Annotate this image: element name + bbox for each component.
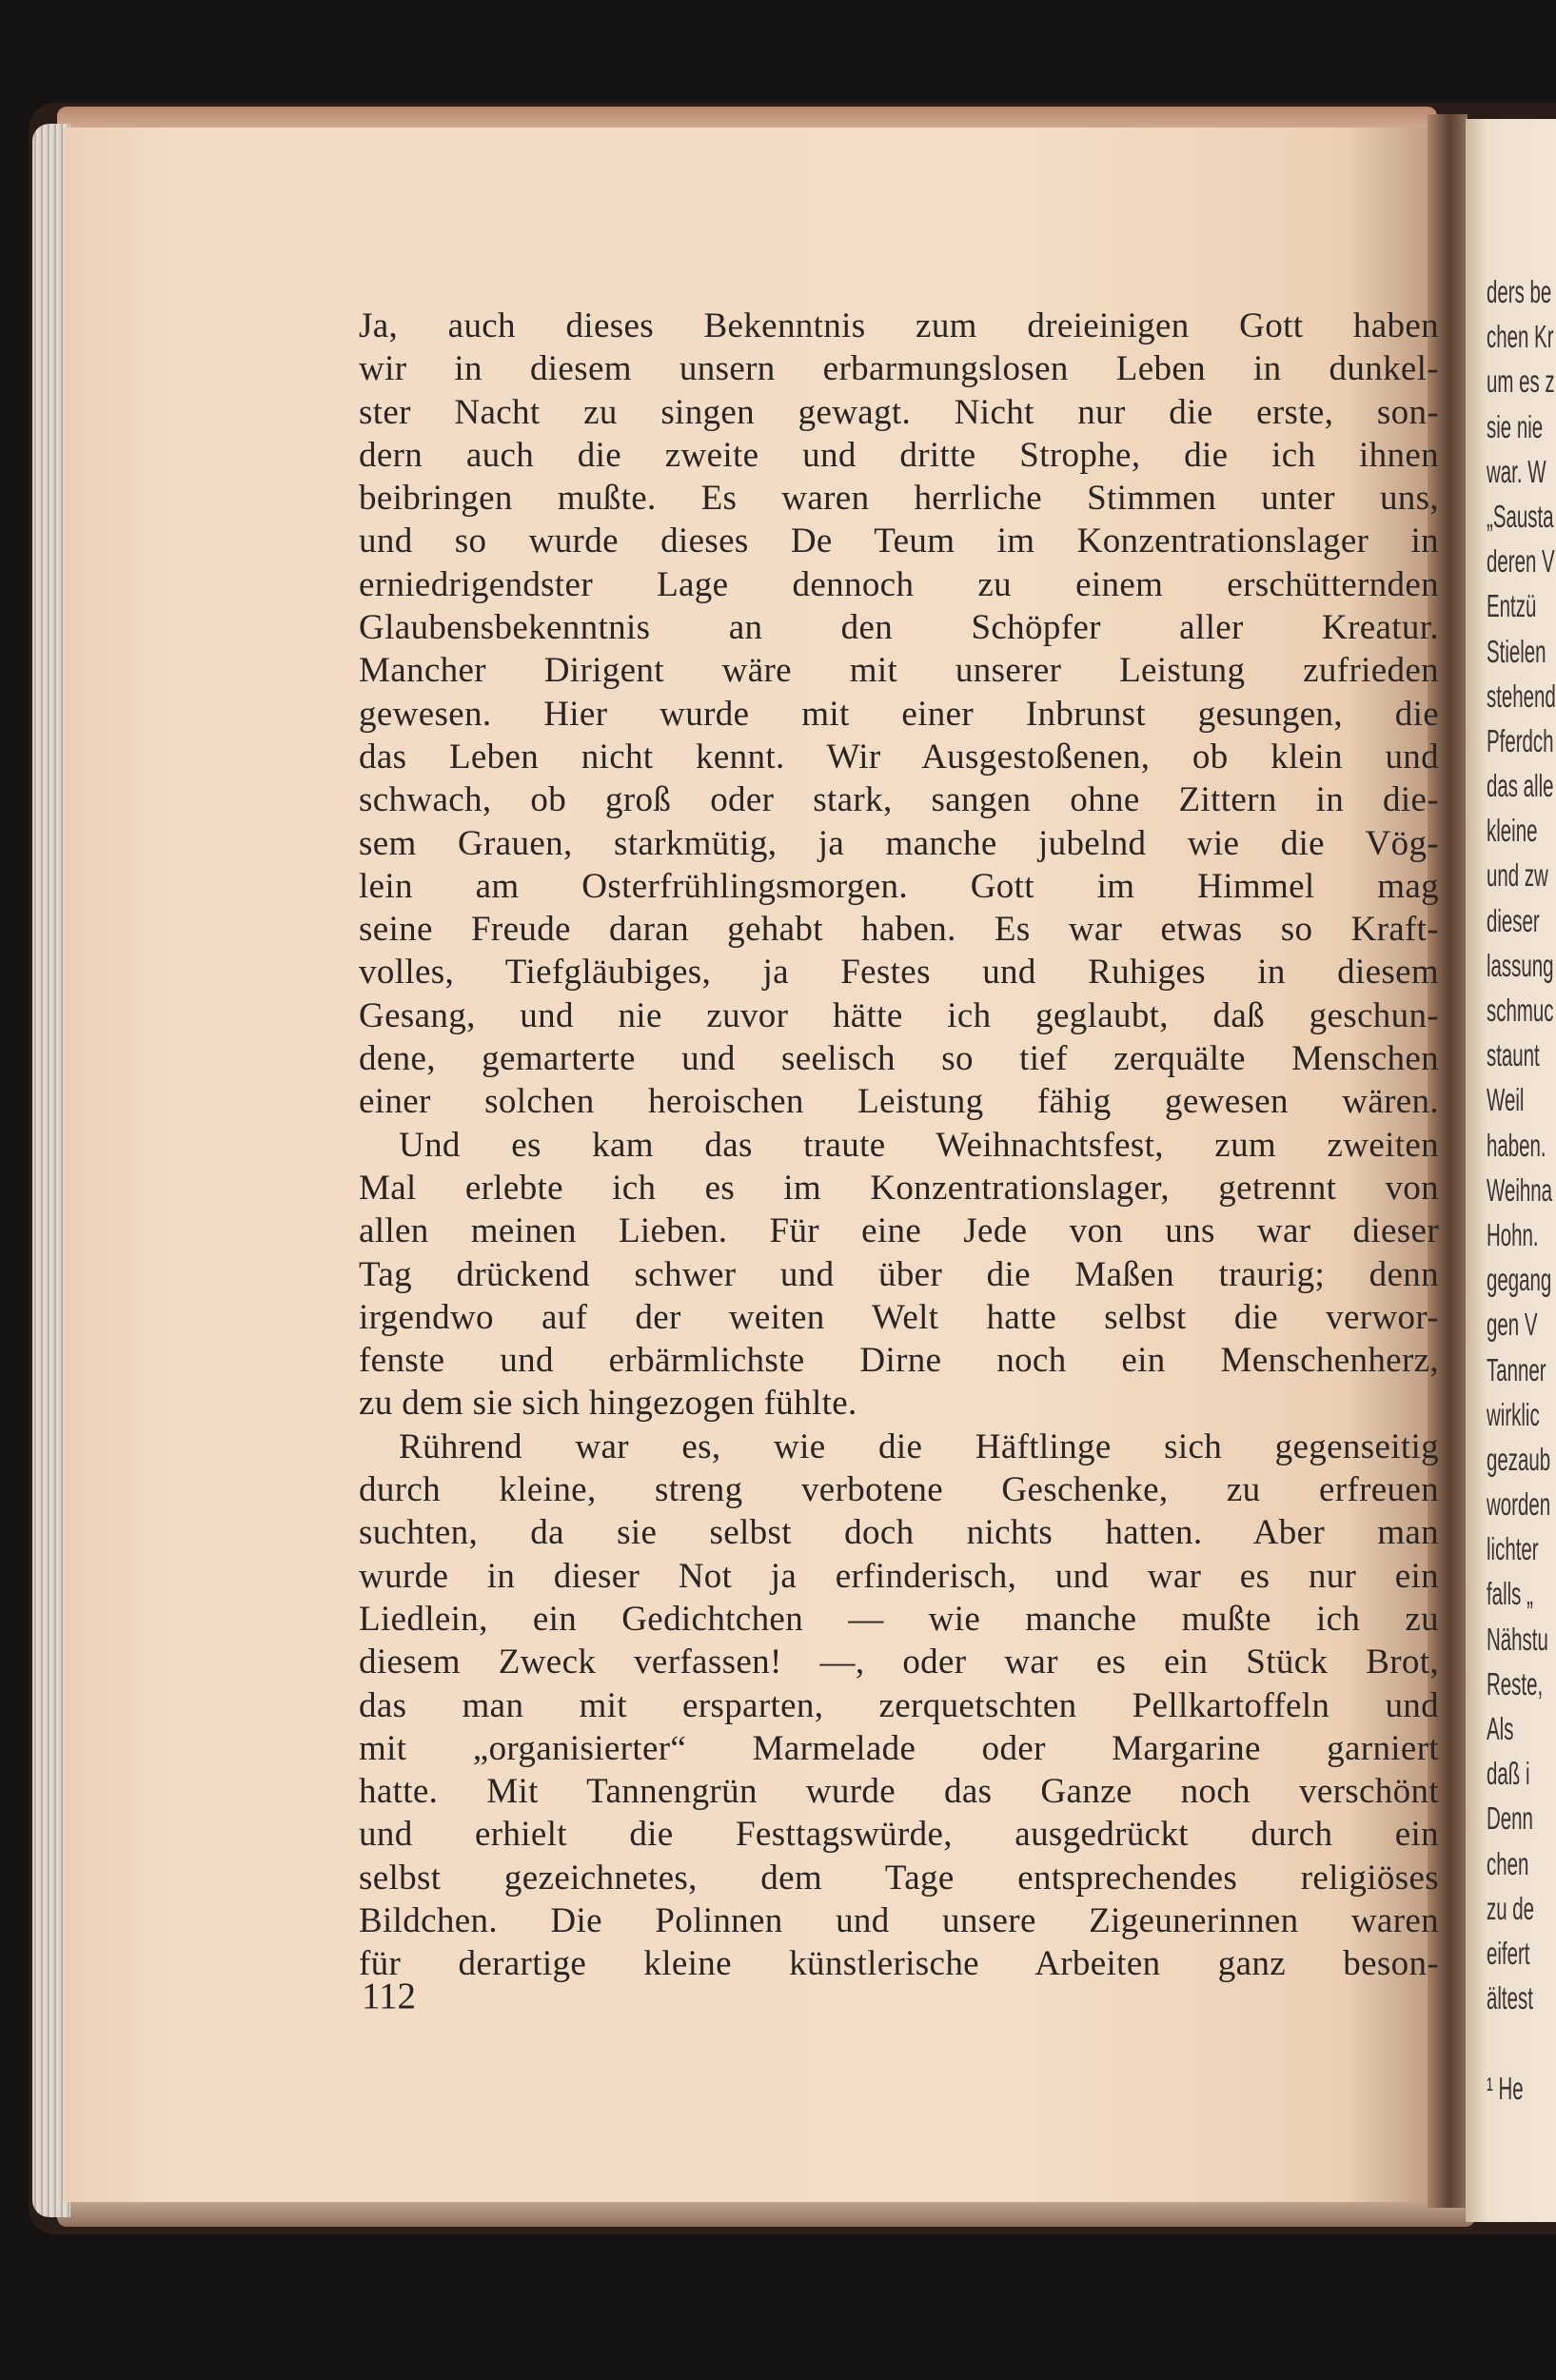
right-page-fragment: gen V — [1487, 1307, 1538, 1343]
text-line: Mancher Dirigent wäre mit unserer Leistung zufrieden — [359, 651, 1439, 691]
text-line: selbst gezeichnetes, dem Tage entsprechendes religiöses — [359, 1858, 1439, 1898]
text-line: volles, Tiefgläubiges, ja Festes und Ruhiges in diesem — [359, 953, 1439, 993]
right-page-fragment: kleine — [1487, 813, 1538, 849]
right-page-fragment: und zw — [1487, 857, 1548, 894]
text-line: durch kleine, streng verbotene Geschenke, zu erfreuen — [359, 1470, 1439, 1510]
text-line: ster Nacht zu singen gewagt. Nicht nur die erste, son- — [359, 392, 1439, 432]
right-page-fragment: ¹ He — [1487, 2070, 1524, 2106]
text-line: irgendwo auf der weiten Welt hatte selbst die verwor- — [359, 1297, 1439, 1337]
text-line: Gesang, und nie zuvor hätte ich geglaubt, daß geschun- — [359, 995, 1439, 1035]
right-page-fragment: gezaub — [1487, 1441, 1551, 1477]
text-line: einer solchen heroischen Leistung fähig gewesen wären. — [359, 1082, 1439, 1122]
text-line: zu dem sie sich hingezogen fühlte. — [359, 1384, 857, 1424]
text-line: allen meinen Lieben. Für eine Jede von uns war dieser — [359, 1211, 1439, 1251]
right-page-fragment: Denn — [1487, 1800, 1533, 1837]
right-page-fragment: deren V — [1487, 543, 1555, 580]
text-line: beibringen mußte. Es waren herrliche Stimmen unter uns, — [359, 479, 1439, 519]
right-page-fragment: Weil — [1487, 1082, 1525, 1118]
right-page-fragment: wirklic — [1487, 1396, 1540, 1432]
right-page-fragment: um es z — [1487, 364, 1555, 400]
text-line: und erhielt die Festtagswürde, ausgedrückt durch ein — [359, 1815, 1439, 1855]
right-page-fragment: lichter — [1487, 1531, 1539, 1567]
text-line: das Leben nicht kennt. Wir Ausgestoßenen, ob klein und — [359, 737, 1439, 777]
text-line: für derartige kleine künstlerische Arbeiten ganz beson- — [359, 1944, 1439, 1984]
right-page-fragment: staunt — [1487, 1037, 1540, 1073]
right-page-text-fragments — [1487, 269, 1556, 2111]
text-line: Liedlein, ein Gedichtchen — wie manche mußte ich zu — [359, 1599, 1439, 1639]
text-line: Und es kam das traute Weihnachtsfest, zum zweiten — [399, 1125, 1439, 1165]
text-line: Bildchen. Die Polinnen und unsere Zigeunerinnen waren — [359, 1900, 1439, 1940]
text-line: dene, gemarterte und seelisch so tief zerquälte Menschen — [359, 1039, 1439, 1079]
right-page-fragment: chen — [1487, 1845, 1529, 1881]
right-page-fragment: Nähstu — [1487, 1621, 1548, 1657]
right-page-fragment: Tanner — [1487, 1351, 1546, 1387]
right-page-fragment: gegang — [1487, 1262, 1552, 1298]
left-page-body-text — [359, 305, 1439, 1986]
right-page-fragment: Reste, — [1487, 1665, 1544, 1701]
text-line: mit „organisierter“ Marmelade oder Margarine garniert — [359, 1728, 1439, 1768]
right-page-fragment: falls „ — [1487, 1576, 1533, 1612]
text-line: wurde in dieser Not ja erfinderisch, und war es nur ein — [359, 1556, 1439, 1596]
text-line: diesem Zweck verfassen! —, oder war es ein Stück Brot, — [359, 1642, 1439, 1682]
text-line: Glaubensbekenntnis an den Schöpfer aller Kreatur. — [359, 608, 1439, 648]
right-page-fragment: „Sausta — [1487, 498, 1554, 534]
right-page-fragment: Stielen — [1487, 633, 1546, 669]
text-line: schwach, ob groß oder stark, sangen ohne Zittern in die- — [359, 780, 1439, 820]
text-line: Rührend war es, wie die Häftlinge sich gegenseitig — [399, 1426, 1439, 1466]
right-page-fragment: dieser — [1487, 902, 1540, 938]
right-page-fragment: daß i — [1487, 1756, 1530, 1792]
text-line: wir in diesem unsern erbarmungslosen Leben in dunkel- — [359, 349, 1439, 389]
right-page-fragment: sie nie — [1487, 408, 1544, 444]
text-line: sem Grauen, starkmütig, ja manche jubelnd wie die Vög- — [359, 823, 1439, 863]
page-number: 112 — [362, 1976, 417, 2016]
right-page-fragment: Pferdch — [1487, 722, 1554, 758]
right-page-fragment: eifert — [1487, 1935, 1530, 1971]
text-line: fenste und erbärmlichste Dirne noch ein Menschenherz, — [359, 1341, 1439, 1381]
text-line: und so wurde dieses De Teum im Konzentrationslager in — [359, 521, 1439, 561]
right-page-fragment — [1487, 2020, 1556, 2065]
right-page — [1466, 119, 1556, 2222]
right-page-fragment: schmuc — [1487, 993, 1554, 1028]
right-page-fragment: ältest — [1487, 1980, 1533, 2016]
text-line: gewesen. Hier wurde mit einer Inbrunst gesungen, die — [359, 694, 1439, 734]
text-line: das man mit ersparten, zerquetschten Pellkartoffeln und — [359, 1685, 1439, 1725]
right-page-fragment: Weihna — [1487, 1171, 1553, 1208]
right-page-fragment: Hohn. — [1487, 1216, 1539, 1252]
text-line: lein am Osterfrühlingsmorgen. Gott im Himmel mag — [359, 866, 1439, 906]
text-line: dern auch die zweite und dritte Strophe, die ich ihnen — [359, 435, 1439, 475]
right-page-fragment: stehend — [1487, 678, 1556, 714]
right-page-fragment: Entzü — [1487, 588, 1537, 624]
right-page-fragment: das alle — [1487, 768, 1554, 804]
right-page-fragment: Als — [1487, 1711, 1514, 1746]
text-line: suchten, da sie selbst doch nichts hatten. Aber man — [359, 1513, 1439, 1553]
text-line: Mal erlebte ich es im Konzentrationslager, getrennt von — [359, 1168, 1439, 1208]
text-line: hatte. Mit Tannengrün wurde das Ganze noch verschönt — [359, 1772, 1439, 1812]
right-page-fragment: worden — [1487, 1486, 1551, 1523]
right-page-fragment: zu de — [1487, 1890, 1535, 1926]
right-page-fragment: war. W — [1487, 453, 1546, 489]
right-page-fragment: haben. — [1487, 1127, 1546, 1163]
right-page-fragment: lassung — [1487, 947, 1554, 983]
text-line: Tag drückend schwer und über die Maßen traurig; denn — [359, 1254, 1439, 1294]
text-line: erniedrigendster Lage dennoch zu einem erschütternden — [359, 564, 1439, 604]
text-line: seine Freude daran gehabt haben. Es war etwas so Kraft- — [359, 910, 1439, 950]
right-page-fragment: ders be — [1487, 274, 1552, 309]
right-page-fragment: chen Kr — [1487, 319, 1554, 355]
text-line: Ja, auch dieses Bekenntnis zum dreieinigen Gott haben — [359, 306, 1439, 345]
